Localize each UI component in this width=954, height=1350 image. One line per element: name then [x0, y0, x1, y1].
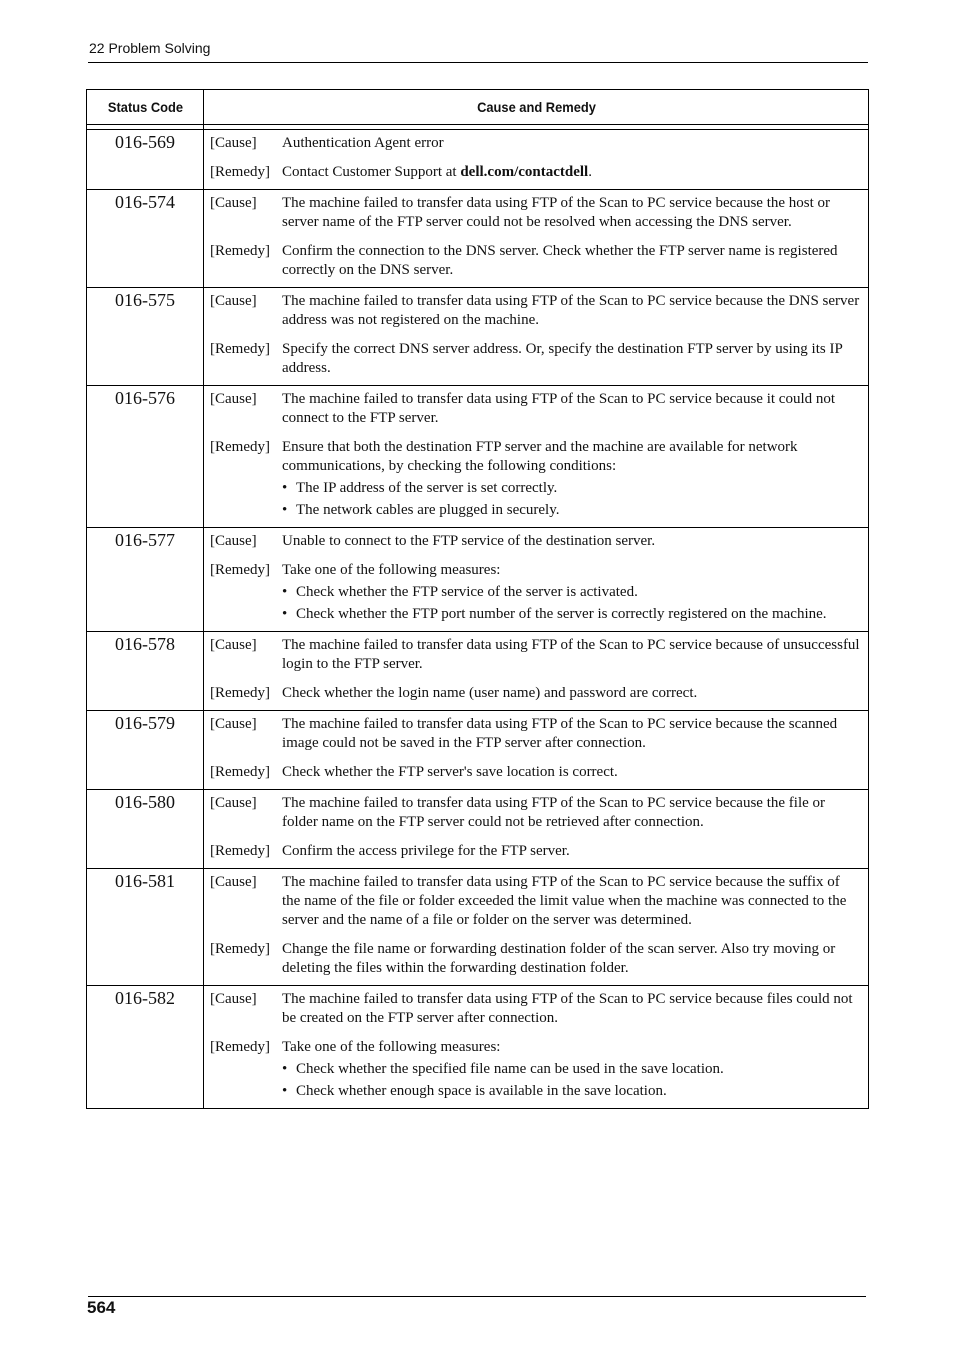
remedy-body: Confirm the connection to the DNS server. Check whether the FTP server name is registered correctly on the DNS server.	[282, 243, 838, 278]
remedy-label: [Remedy]	[210, 941, 270, 957]
table-row	[87, 869, 869, 986]
cause-entry	[210, 636, 860, 674]
status-code: 016-581	[87, 869, 204, 986]
cause-remedy-cell	[204, 288, 869, 386]
remedy-text	[282, 842, 860, 861]
bullet-item	[282, 1060, 860, 1079]
running-header: 22 Problem Solving	[89, 40, 211, 56]
bullet-icon: •	[282, 502, 288, 518]
table-row	[87, 711, 869, 790]
bullet-icon: •	[282, 1083, 288, 1099]
remedy-label: [Remedy]	[210, 164, 270, 180]
remedy-entry	[210, 1038, 860, 1101]
remedy-entry	[210, 438, 860, 520]
remedy-label: [Remedy]	[210, 243, 270, 259]
remedy-entry	[210, 763, 860, 782]
cause-entry	[210, 134, 860, 153]
status-code: 016-574	[87, 190, 204, 288]
remedy-label: [Remedy]	[210, 439, 270, 455]
footer-rule	[88, 1296, 866, 1297]
cause-remedy-cell	[204, 790, 869, 869]
remedy-text	[282, 163, 860, 182]
bullet-text: The network cables are plugged in securely.	[296, 502, 560, 518]
cause-label: [Cause]	[210, 195, 257, 211]
remedy-body: Change the file name or forwarding destination folder of the scan server. Also try moving or deleting the files within the forwarding destination folder.	[282, 941, 836, 976]
cause-entry	[210, 715, 860, 753]
cause-text: The machine failed to transfer data using FTP of the Scan to PC service because the scanned image could not be saved in the FTP server after connection.	[282, 716, 838, 751]
bullet-item	[282, 605, 860, 624]
remedy-text	[282, 940, 860, 978]
cause-label: [Cause]	[210, 637, 257, 653]
cause-entry	[210, 873, 860, 930]
remedy-body: Take one of the following measures:	[282, 1039, 501, 1055]
cause-text: The machine failed to transfer data using FTP of the Scan to PC service because the file or folder name on the FTP server could not be retrieved after connection.	[282, 795, 826, 830]
cause-entry	[210, 390, 860, 428]
status-code: 016-576	[87, 386, 204, 528]
remedy-label: [Remedy]	[210, 1039, 270, 1055]
cause-label: [Cause]	[210, 135, 257, 151]
remedy-text	[282, 242, 860, 280]
remedy-text	[282, 1038, 860, 1101]
remedy-entry	[210, 163, 860, 182]
bullet-item	[282, 479, 860, 498]
remedy-text	[282, 438, 860, 520]
bullet-item	[282, 501, 860, 520]
cause-entry	[210, 292, 860, 330]
bullet-text: Check whether the specified file name can be used in the save location.	[296, 1061, 724, 1077]
remedy-body: Check whether the FTP server's save location is correct.	[282, 764, 618, 780]
remedy-prefix: Contact Customer Support at	[282, 164, 461, 180]
cause-entry	[210, 532, 860, 551]
remedy-entry	[210, 340, 860, 378]
support-link[interactable]: dell.com/contactdell	[460, 164, 589, 180]
bullet-icon: •	[282, 584, 288, 600]
remedy-label: [Remedy]	[210, 764, 270, 780]
cause-remedy-cell	[204, 711, 869, 790]
remedy-entry	[210, 242, 860, 280]
cause-text: The machine failed to transfer data using FTP of the Scan to PC service because the host or server name of the FTP server could not be resolved when accessing the DNS server.	[282, 195, 831, 230]
remedy-text	[282, 340, 860, 378]
status-code: 016-582	[87, 986, 204, 1109]
cause-text: The machine failed to transfer data using FTP of the Scan to PC service because the DNS server address was not registered on the machine.	[282, 293, 860, 328]
remedy-body: Ensure that both the destination FTP server and the machine are available for network communications, by checking the following conditions:	[282, 439, 798, 474]
cause-remedy-cell	[204, 986, 869, 1109]
cause-remedy-cell	[204, 130, 869, 190]
cause-remedy-cell	[204, 528, 869, 632]
cause-label: [Cause]	[210, 716, 257, 732]
remedy-body: Take one of the following measures:	[282, 562, 501, 578]
remedy-suffix: .	[588, 164, 592, 180]
remedy-body: Specify the correct DNS server address. Or, specify the destination FTP server by using its IP address.	[282, 341, 843, 376]
cause-label: [Cause]	[210, 533, 257, 549]
status-code: 016-580	[87, 790, 204, 869]
table-row	[87, 790, 869, 869]
remedy-text	[282, 561, 860, 624]
cause-remedy-cell	[204, 869, 869, 986]
cause-remedy-cell	[204, 632, 869, 711]
cause-label: [Cause]	[210, 293, 257, 309]
remedy-entry	[210, 561, 860, 624]
column-header-cause-remedy: Cause and Remedy	[230, 90, 842, 125]
bullet-icon: •	[282, 480, 288, 496]
cause-remedy-cell	[204, 386, 869, 528]
table-row	[87, 190, 869, 288]
cause-text: The machine failed to transfer data using FTP of the Scan to PC service because the suffix of the name of the file or folder exceeded the limit value when the machine was connected to the server and the name of a file or folder on the server was determined.	[282, 874, 847, 928]
page-number: 564	[87, 1298, 116, 1317]
cause-label: [Cause]	[210, 991, 257, 1007]
remedy-label: [Remedy]	[210, 562, 270, 578]
table-row	[87, 288, 869, 386]
bullet-item	[282, 1082, 860, 1101]
status-code: 016-575	[87, 288, 204, 386]
remedy-label: [Remedy]	[210, 843, 270, 859]
table-row	[87, 986, 869, 1109]
status-code: 016-578	[87, 632, 204, 711]
remedy-text	[282, 684, 860, 703]
header-rule	[88, 62, 868, 63]
cause-entry	[210, 990, 860, 1028]
bullet-text: The IP address of the server is set correctly.	[296, 480, 558, 496]
column-header-status-code: Status Code	[91, 90, 199, 125]
table-row	[87, 130, 869, 190]
cause-text: The machine failed to transfer data using FTP of the Scan to PC service because of unsuccessful login to the FTP server.	[282, 637, 860, 672]
remedy-entry	[210, 842, 860, 861]
status-code: 016-579	[87, 711, 204, 790]
status-code-table	[86, 89, 869, 1109]
table-row	[87, 632, 869, 711]
remedy-label: [Remedy]	[210, 341, 270, 357]
cause-label: [Cause]	[210, 795, 257, 811]
bullet-item	[282, 583, 860, 602]
bullet-icon: •	[282, 606, 288, 622]
remedy-entry	[210, 940, 860, 978]
remedy-text	[282, 763, 860, 782]
cause-text: The machine failed to transfer data using FTP of the Scan to PC service because it could not connect to the FTP server.	[282, 391, 836, 426]
status-code: 016-577	[87, 528, 204, 632]
cause-label: [Cause]	[210, 391, 257, 407]
status-code: 016-569	[87, 130, 204, 190]
bullet-text: Check whether the FTP port number of the server is correctly registered on the machine.	[296, 606, 827, 622]
bullet-icon: •	[282, 1061, 288, 1077]
cause-entry	[210, 194, 860, 232]
remedy-body: Confirm the access privilege for the FTP server.	[282, 843, 570, 859]
bullet-text: Check whether the FTP service of the server is activated.	[296, 584, 638, 600]
cause-label: [Cause]	[210, 874, 257, 890]
remedy-label: [Remedy]	[210, 685, 270, 701]
cause-text: The machine failed to transfer data using FTP of the Scan to PC service because files could not be created on the FTP server after connection.	[282, 991, 853, 1026]
cause-text: Unable to connect to the FTP service of the destination server.	[282, 533, 656, 549]
remedy-entry	[210, 684, 860, 703]
cause-remedy-cell	[204, 190, 869, 288]
cause-text: Authentication Agent error	[282, 135, 444, 151]
remedy-body: Check whether the login name (user name) and password are correct.	[282, 685, 698, 701]
cause-entry	[210, 794, 860, 832]
table-row	[87, 528, 869, 632]
bullet-text: Check whether enough space is available in the save location.	[296, 1083, 667, 1099]
table-row	[87, 386, 869, 528]
